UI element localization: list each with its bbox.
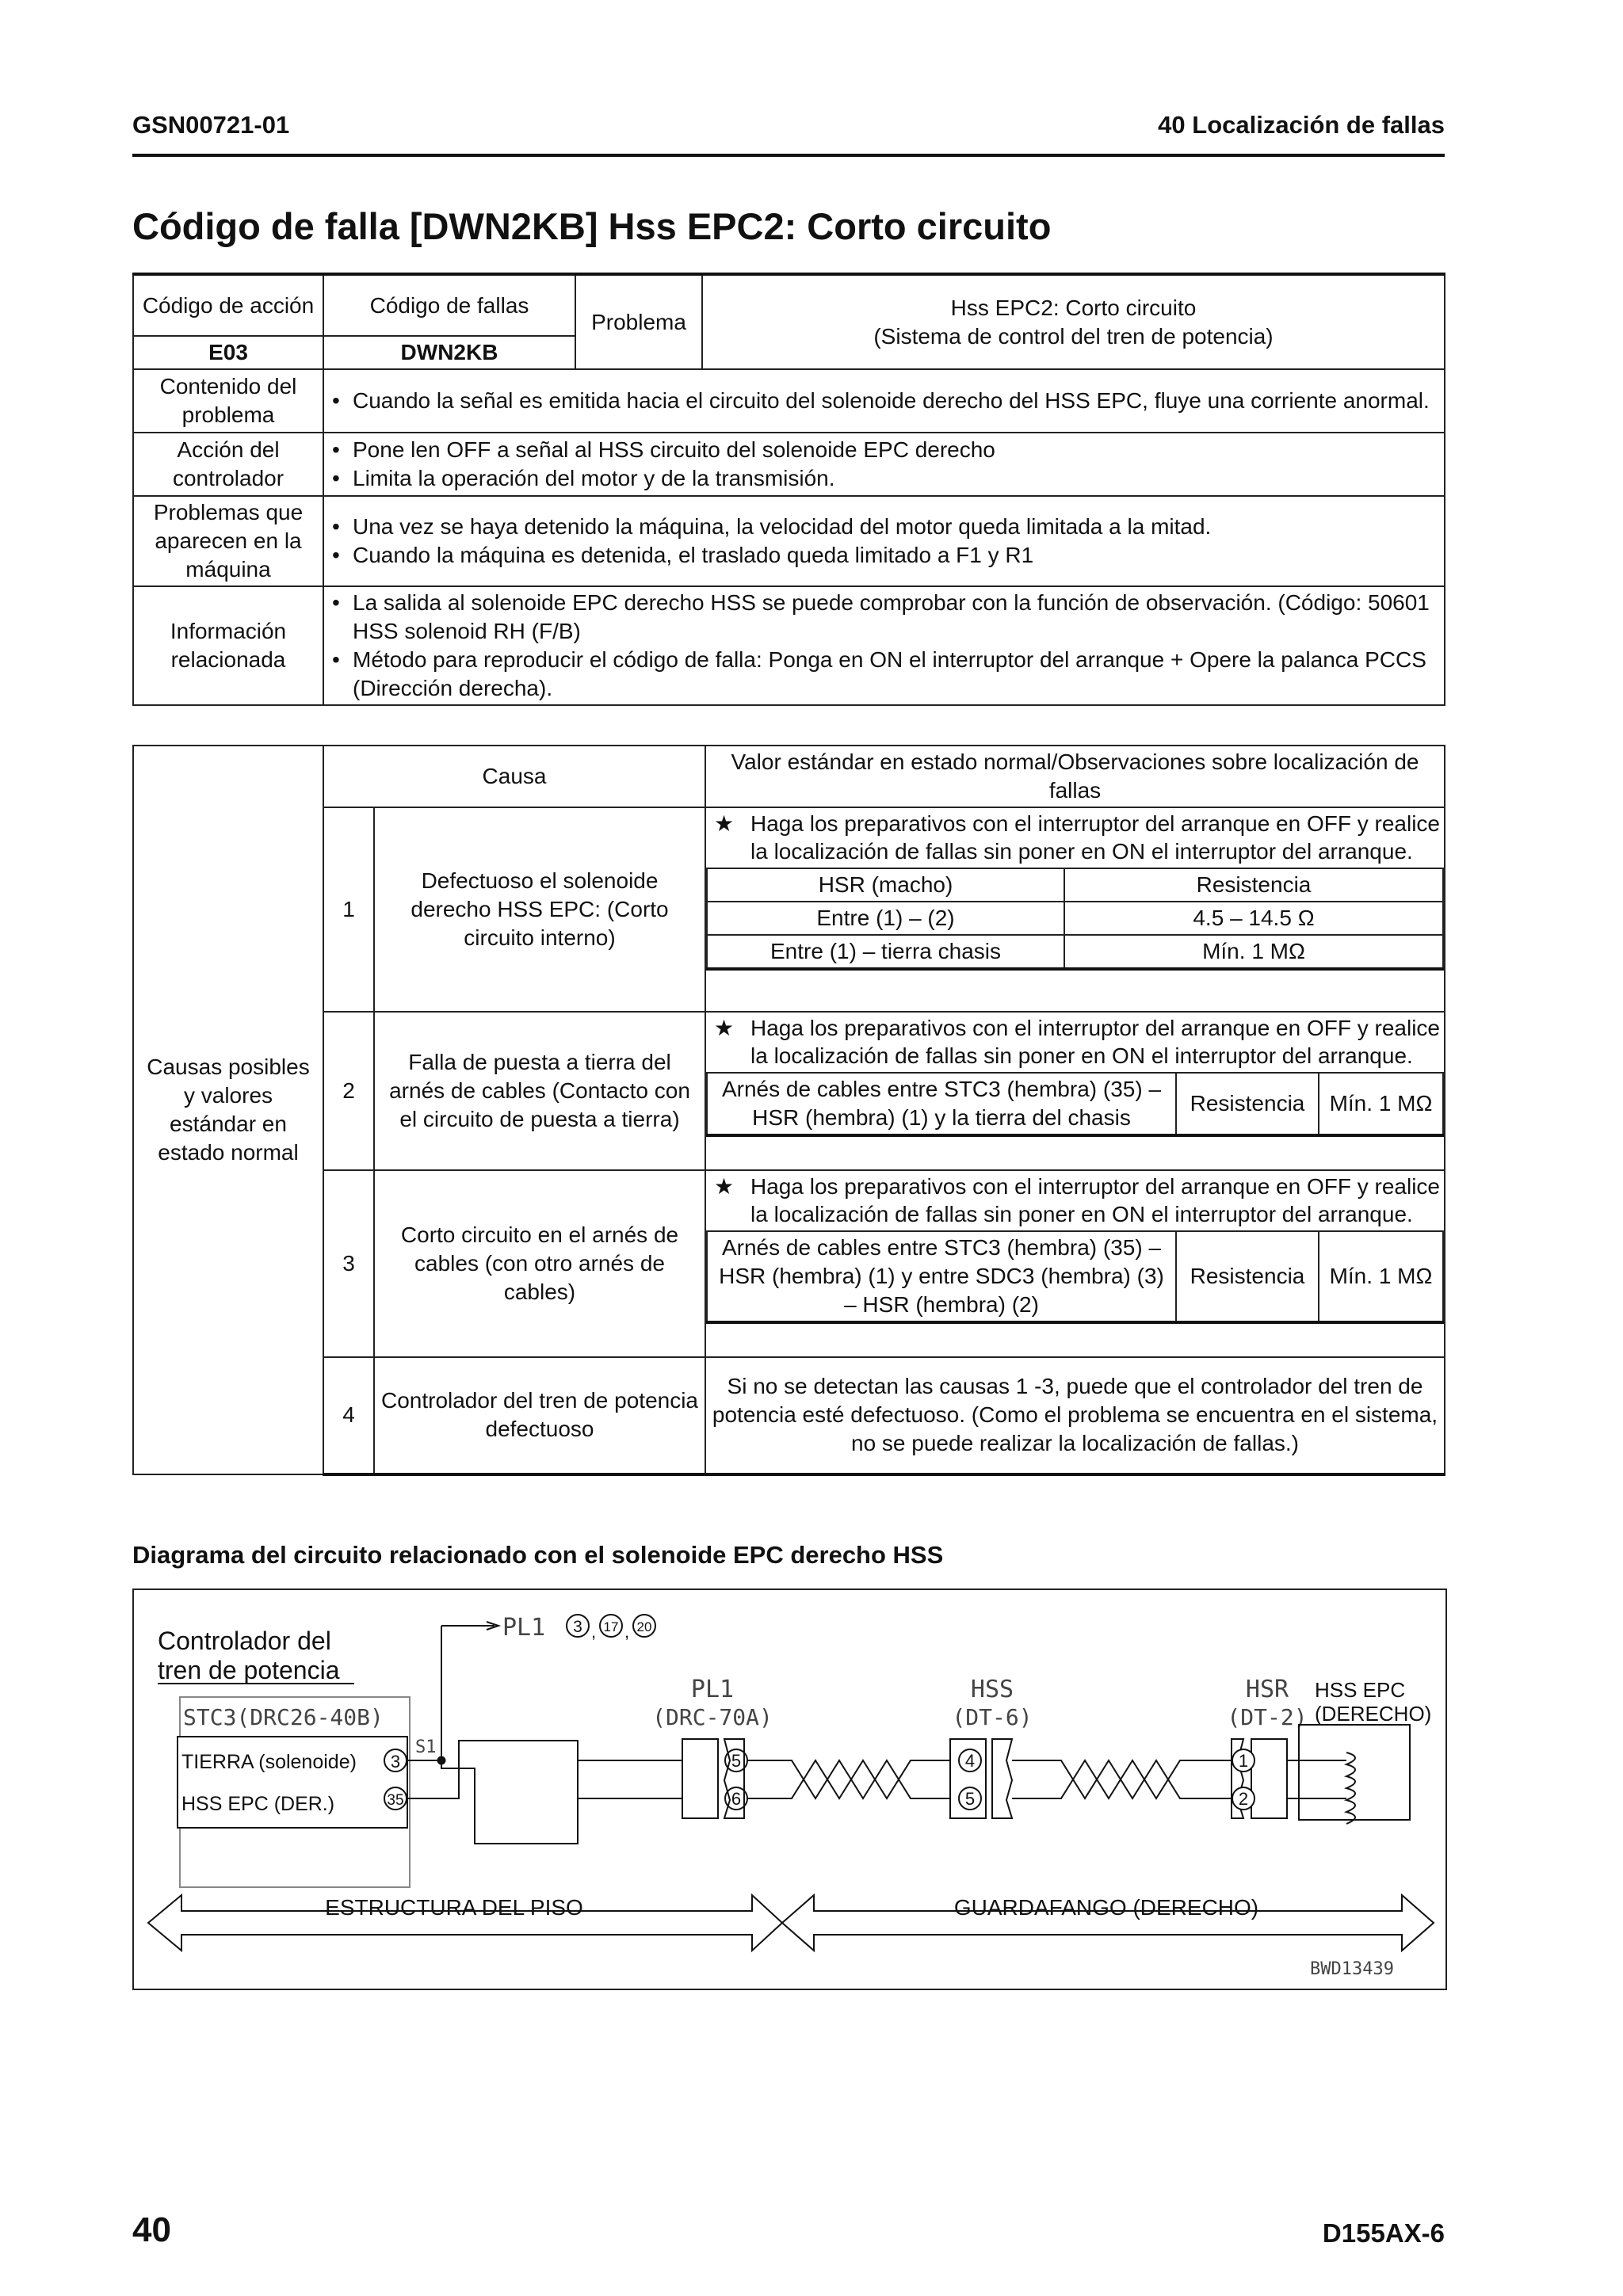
cause-number: 4 — [323, 1357, 374, 1474]
action-code: E03 — [133, 336, 323, 369]
measurement-point: Arnés de cables entre STC3 (hembra) (35) – HSR (hembra) (1) y entre SDC3 (hembra) (3) – HSR (hembra) (2) — [707, 1231, 1176, 1322]
pl1-connector-left — [682, 1739, 718, 1818]
wire-ground — [407, 1760, 682, 1844]
cause-note: Si no se detectan las causas 1 -3, puede que el controlador del tren de potencia esté defectuoso. (Como el problema se encuentra en el sistema, no se puede realizar la localización de fallas.) — [705, 1357, 1445, 1474]
cause-text: Falla de puesta a tierra del arnés de cables (Contacto con el circuito de puesta a tierra) — [374, 1012, 705, 1170]
pin-number: 35 — [387, 1792, 404, 1809]
wire-hss — [407, 1741, 682, 1798]
action-code-header: Código de acción — [133, 274, 323, 336]
fault-info-table — [132, 273, 1445, 706]
measurement-value: Mín. 1 MΩ — [1064, 935, 1443, 969]
svg-text:,: , — [591, 1622, 597, 1642]
solenoid-label-2: (DERECHO) — [1315, 1702, 1432, 1726]
pin-number: 3 — [390, 1752, 401, 1772]
related-info-item: • Método para reproducir el código de falla: Ponga en ON el interruptor del arranque + Opere la palanca PCCS (Dirección derecha). — [329, 646, 1439, 703]
pl1-label: PL1 — [690, 1676, 735, 1703]
cause-number: 3 — [323, 1170, 374, 1357]
page-title: Código de falla [DWN2KB] Hss EPC2: Corto circuito — [132, 205, 1052, 247]
measurement-value: 4.5 – 14.5 Ω — [1064, 902, 1443, 935]
zone-floor-label: ESTRUCTURA DEL PISO — [325, 1895, 583, 1920]
pin-number: 5 — [731, 1751, 742, 1771]
pin-number: 2 — [1238, 1789, 1249, 1809]
measurement-value: Mín. 1 MΩ — [1319, 1073, 1443, 1135]
cause-text: Corto circuito en el arnés de cables (con otro arnés de cables) — [374, 1170, 705, 1357]
row-label-machine-problems: Problemas que aparecen en la máquina — [133, 496, 323, 586]
wire-twisted-b — [748, 1760, 950, 1798]
problem-content-item: • Cuando la señal es emitida hacia el circuito del solenoide derecho del HSS EPC, fluye una corriente anormal. — [329, 387, 1439, 415]
measurement-table — [706, 1230, 1444, 1323]
measurement-type: Resistencia — [1176, 1073, 1319, 1135]
measurement-point: Entre (1) – tierra chasis — [707, 935, 1064, 969]
measurement-point: Arnés de cables entre STC3 (hembra) (35) – HSR (hembra) (1) y la tierra del chasis — [707, 1073, 1176, 1135]
row-label-controller-action: Acción del controlador — [133, 433, 323, 496]
star-icon: ★ — [714, 1173, 735, 1199]
wire-twisted-d — [1012, 1760, 1232, 1798]
figure-code: BWD13439 — [1310, 1959, 1394, 1979]
pin-number: 5 — [964, 1789, 976, 1809]
cause-text: Defectuoso el solenoide derecho HSS EPC: (Corto circuito interno) — [374, 807, 705, 1012]
hss-type: (DT-6) — [952, 1704, 1033, 1730]
problem-line-2: (Sistema de control del tren de potencia) — [873, 323, 1274, 349]
splice-label: S1 — [415, 1737, 437, 1757]
measurement-table — [706, 868, 1444, 970]
hsr-connector-right — [1251, 1739, 1287, 1818]
pl1-type: (DRC-70A) — [652, 1704, 773, 1730]
controller-label-1: Controlador del — [158, 1627, 331, 1655]
problem-description — [702, 274, 1445, 369]
controller-action-item: • Pone len OFF a señal al HSS circuito del solenoide EPC derecho — [329, 436, 1439, 464]
causes-left-label: Causas posibles y valores estándar en estado normal — [133, 746, 323, 1474]
cause-header: Causa — [323, 746, 705, 807]
related-info-item: • La salida al solenoide EPC derecho HSS se puede comprobar con la función de observación. (Código: 50601 HSS solenoid RH (F/B) — [329, 589, 1439, 646]
pin-number: 4 — [964, 1751, 976, 1771]
cause-3-details — [705, 1170, 1445, 1357]
stc3-connector-label: STC3(DRC26-40B) — [183, 1704, 384, 1730]
measurement-header-value: Resistencia — [1064, 868, 1443, 902]
section-title: 40 Localización de fallas — [1158, 111, 1445, 139]
cause-note: Haga los preparativos con el interruptor del arranque en OFF y realice la localización de fallas sin poner en ON el interruptor del arranque. — [750, 1173, 1440, 1227]
machine-problem-item: • Cuando la máquina es detenida, el traslado queda limitado a F1 y R1 — [329, 541, 1439, 570]
solenoid-label-1: HSS EPC — [1315, 1678, 1406, 1702]
pl1-ref-pin: 17 — [603, 1619, 619, 1634]
row-label-related-info: Información relacionada — [133, 586, 323, 705]
pin-label-hss-epc: HSS EPC (DER.) — [181, 1793, 335, 1815]
diagram-title: Diagrama del circuito relacionado con el solenoide EPC derecho HSS — [132, 1541, 944, 1569]
solenoid-coil-icon — [1287, 1753, 1355, 1824]
fault-code-header: Código de fallas — [323, 274, 575, 336]
circuit-diagram-svg — [134, 1590, 1445, 1989]
hss-connector-right — [992, 1739, 1012, 1818]
causes-table — [132, 745, 1445, 1476]
hsr-label: HSR — [1245, 1676, 1289, 1703]
row-label-problem-content: Contenido del problema — [133, 369, 323, 433]
cause-2-details — [705, 1012, 1445, 1170]
cause-number: 2 — [323, 1012, 374, 1170]
machine-model: D155AX-6 — [1322, 2218, 1445, 2248]
star-icon: ★ — [714, 810, 735, 836]
page-number: 40 — [132, 2210, 171, 2249]
fault-code: DWN2KB — [323, 336, 575, 369]
measurement-point: Entre (1) – (2) — [707, 902, 1064, 935]
cause-1-details — [705, 807, 1445, 1012]
controller-action-item: • Limita la operación del motor y de la transmisión. — [329, 464, 1439, 493]
wire-twisted-c — [1012, 1760, 1232, 1798]
measurement-type: Resistencia — [1176, 1231, 1319, 1322]
pl1-reference: PL1 — [502, 1614, 546, 1642]
problem-line-1: Hss EPC2: Corto circuito — [950, 295, 1197, 320]
controller-label-2: tren de potencia — [158, 1656, 340, 1684]
standard-value-header: Valor estándar en estado normal/Observaciones sobre localización de fallas — [705, 746, 1445, 807]
wire-twisted-a — [748, 1760, 950, 1798]
pin-label-ground: TIERRA (solenoide) — [181, 1751, 357, 1773]
cause-text: Controlador del tren de potencia defectuoso — [374, 1357, 705, 1474]
cause-note: Haga los preparativos con el interruptor del arranque en OFF y realice la localización de fallas sin poner en ON el interruptor del arranque. — [750, 810, 1440, 864]
measurement-value: Mín. 1 MΩ — [1319, 1231, 1443, 1322]
pin-number: 1 — [1238, 1751, 1249, 1771]
header-rule — [132, 154, 1445, 157]
measurement-header-connector: HSR (macho) — [707, 868, 1064, 902]
star-icon: ★ — [714, 1015, 735, 1040]
problem-header: Problema — [575, 274, 702, 369]
cause-note: Haga los preparativos con el interruptor del arranque en OFF y realice la localización de fallas sin poner en ON el interruptor del arranque. — [750, 1015, 1440, 1069]
circuit-diagram — [132, 1589, 1447, 1990]
svg-text:,: , — [624, 1622, 630, 1642]
hss-label: HSS — [970, 1676, 1014, 1703]
pl1-ref-pin: 3 — [573, 1618, 582, 1636]
doc-code: GSN00721-01 — [132, 111, 290, 139]
hsr-type: (DT-2) — [1227, 1704, 1308, 1730]
pin-number: 6 — [731, 1789, 742, 1809]
zone-fender-label: GUARDAFANGO (DERECHO) — [953, 1895, 1259, 1920]
measurement-table — [706, 1072, 1444, 1137]
machine-problem-item: • Una vez se haya detenido la máquina, la velocidad del motor queda limitada a la mitad. — [329, 513, 1439, 541]
pl1-ref-pin: 20 — [636, 1619, 652, 1634]
cause-number: 1 — [323, 807, 374, 1012]
